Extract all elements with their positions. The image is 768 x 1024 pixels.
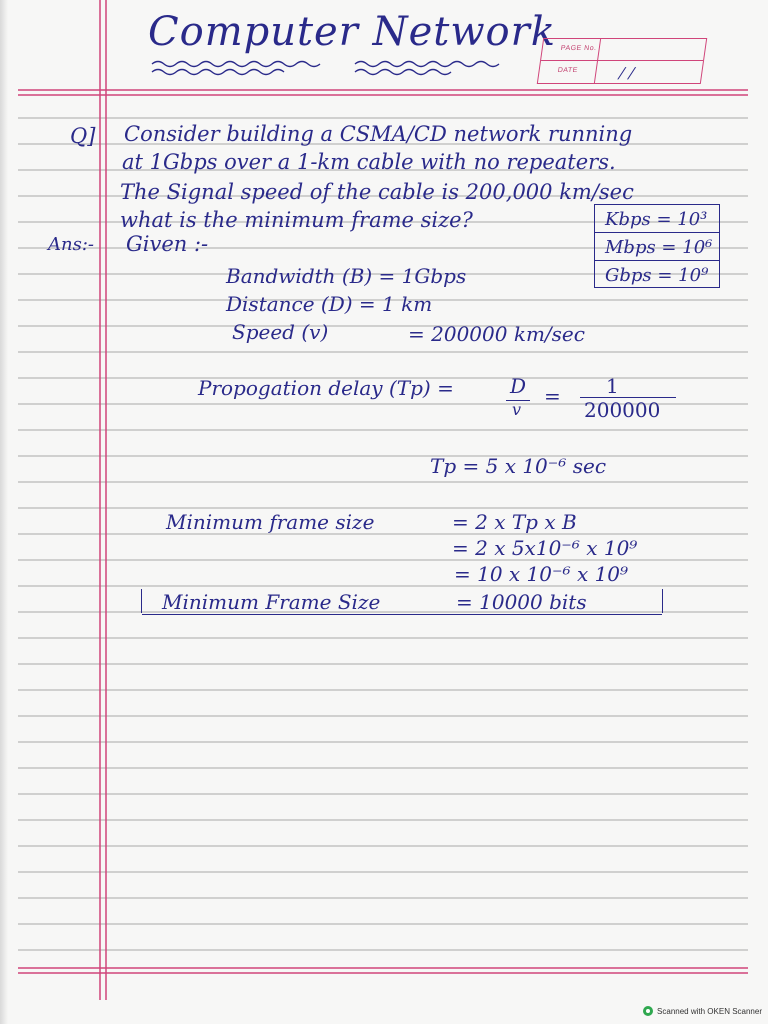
date-row (538, 61, 703, 83)
question-line-3: The Signal speed of the cable is 200,000 km/sec (120, 180, 634, 204)
page-title: Computer Network (148, 9, 556, 55)
scanner-watermark (643, 1006, 762, 1016)
distance-line: Distance (D) = 1 km (226, 292, 433, 316)
question-line-4: what is the minimum frame size? (120, 208, 473, 232)
prop-frac-denominator: 200000 (584, 398, 661, 422)
unit-kbps: Kbps = 10³ (595, 205, 719, 233)
page-no-row (541, 39, 706, 61)
unit-conversion-box (594, 204, 720, 288)
prop-denominator: v (512, 400, 522, 419)
answer-marker: Ans:- (48, 234, 94, 255)
page-edge-shadow (0, 0, 8, 1024)
scanner-logo-icon (643, 1006, 653, 1016)
tp-result: Tp = 5 x 10⁻⁶ sec (430, 454, 607, 478)
question-marker: Q] (70, 124, 96, 148)
speed-value: = 200000 km/sec (408, 322, 585, 346)
prop-frac-numerator: 1 (606, 374, 619, 398)
prop-numerator: D (510, 374, 527, 398)
page-no-label: PAGE No. (560, 45, 598, 52)
speed-label: Speed (v) (232, 320, 329, 344)
date-label: DATE (557, 67, 579, 74)
unit-mbps: Mbps = 10⁶ (595, 233, 719, 261)
date-value: / / (618, 64, 636, 82)
propagation-delay-label: Propogation delay (Tp) = (198, 376, 454, 400)
min-frame-label: Minimum frame size (166, 510, 375, 534)
question-line-1: Consider building a CSMA/CD network running (124, 122, 633, 146)
scanner-text: Scanned with OKEN Scanner (657, 1006, 762, 1016)
final-answer-label: Minimum Frame Size (162, 590, 381, 614)
final-answer-underline (142, 614, 662, 615)
unit-gbps: Gbps = 10⁹ (605, 265, 709, 286)
given-label: Given :- (126, 232, 209, 256)
final-answer-value: = 10000 bits (456, 590, 587, 614)
prop-equals: = (544, 384, 561, 408)
page-date-box (537, 38, 707, 84)
min-frame-step-2: = 2 x 5x10⁻⁶ x 10⁹ (452, 536, 638, 560)
min-frame-step-3: = 10 x 10⁻⁶ x 10⁹ (454, 562, 629, 586)
question-line-2: at 1Gbps over a 1-km cable with no repeaters. (122, 150, 616, 174)
bandwidth-line: Bandwidth (B) = 1Gbps (226, 264, 467, 288)
min-frame-step-1: = 2 x Tp x B (452, 510, 577, 534)
title-underline-squiggle (150, 58, 510, 80)
